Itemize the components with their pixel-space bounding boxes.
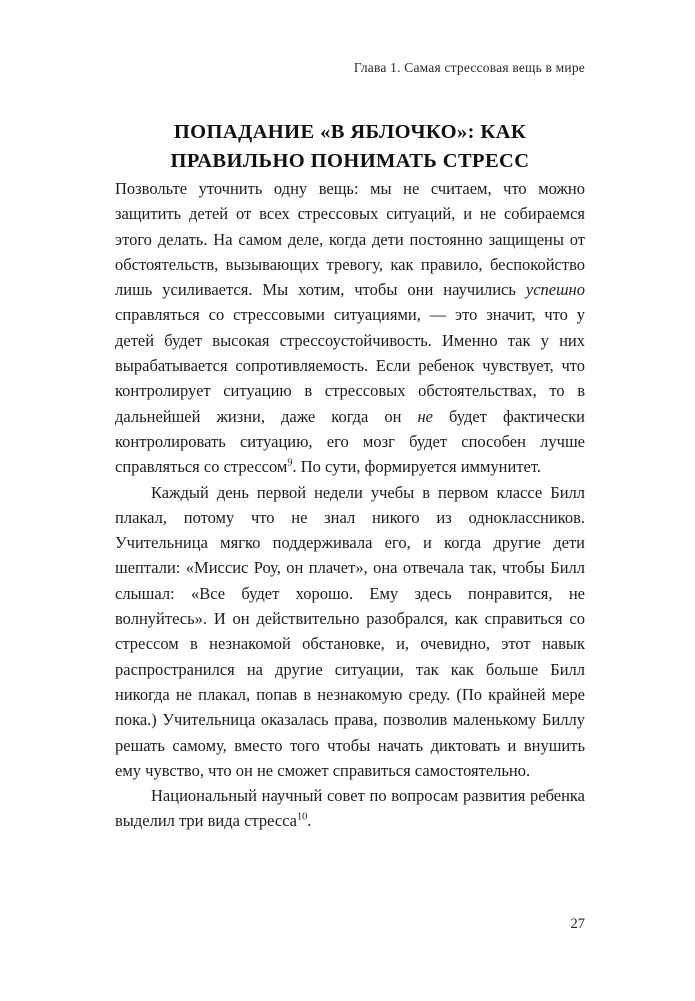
text-run: успешно bbox=[525, 280, 585, 300]
running-head: Глава 1. Самая стрессовая вещь в мире bbox=[353, 60, 585, 75]
paragraph bbox=[115, 480, 585, 784]
text-run: будет фактически контролировать ситуацию, его мозг будет способен лучше справляться со стрессом bbox=[115, 406, 585, 477]
footnote-reference: 9 bbox=[287, 457, 293, 469]
page-number: 27 bbox=[570, 916, 585, 932]
page-title-line-1: ПОПАДАНИЕ «В ЯБЛОЧКО»: КАК bbox=[173, 120, 527, 143]
text-run: . bbox=[307, 811, 312, 831]
body-paragraphs bbox=[115, 176, 585, 834]
text-run: . По сути, формируется иммунитет. bbox=[292, 457, 541, 477]
paragraph bbox=[115, 176, 585, 480]
text-run: Позвольте уточнить одну вещь: мы не считаем, что можно защитить детей от всех стрессовых ситуаций, и не собираемся этого делать. На самом деле, когда дети постоянно защищены от обстоятельств, вызывающих тревогу, как правило, беспокойство лишь усиливается. Мы хотим, чтобы они научились bbox=[115, 179, 585, 300]
page-title bbox=[115, 118, 585, 177]
text-run: не bbox=[417, 406, 433, 426]
paragraph bbox=[115, 783, 585, 834]
text-run: справляться со стрессовыми ситуациями, — это значит, что у детей будет высокая стрессоустойчивость. Именно так у них вырабатывается сопротивляемость. Если ребенок чувствует, что контролирует ситуацию в стрессовых обстоятельствах, то в дальнейшей жизни, даже когда он bbox=[115, 305, 585, 426]
page-title-line-2: ПРАВИЛЬНО ПОНИМАТЬ СТРЕСС bbox=[170, 150, 530, 173]
text-run: Каждый день первой недели учебы в первом классе Билл плакал, потому что не знал никого из одноклассников. Учительница мягко поддерживала его, и когда другие дети шептали: «Миссис Роу, он плачет», она отвечала так, чтобы Билл слышал: «Все будет хорошо. Ему здесь понравится, не волнуйтесь». И он действительно разобрался, как справиться со стрессом в незнакомой обстановке, и, очевидно, этот навык распространился на другие ситуации, так как больше Билл никогда не плакал, попав в незнакомую среду. (По крайней мере пока.) Учительница оказалась права, позволив маленькому Биллу решать самому, вместо того чтобы начать диктовать и внушить ему чувство, что он не сможет справиться самостоятельно. bbox=[115, 482, 585, 780]
footnote-reference: 10 bbox=[297, 811, 308, 823]
text-run: Национальный научный совет по вопросам развития ребенка выделил три вида стресса bbox=[115, 786, 585, 831]
